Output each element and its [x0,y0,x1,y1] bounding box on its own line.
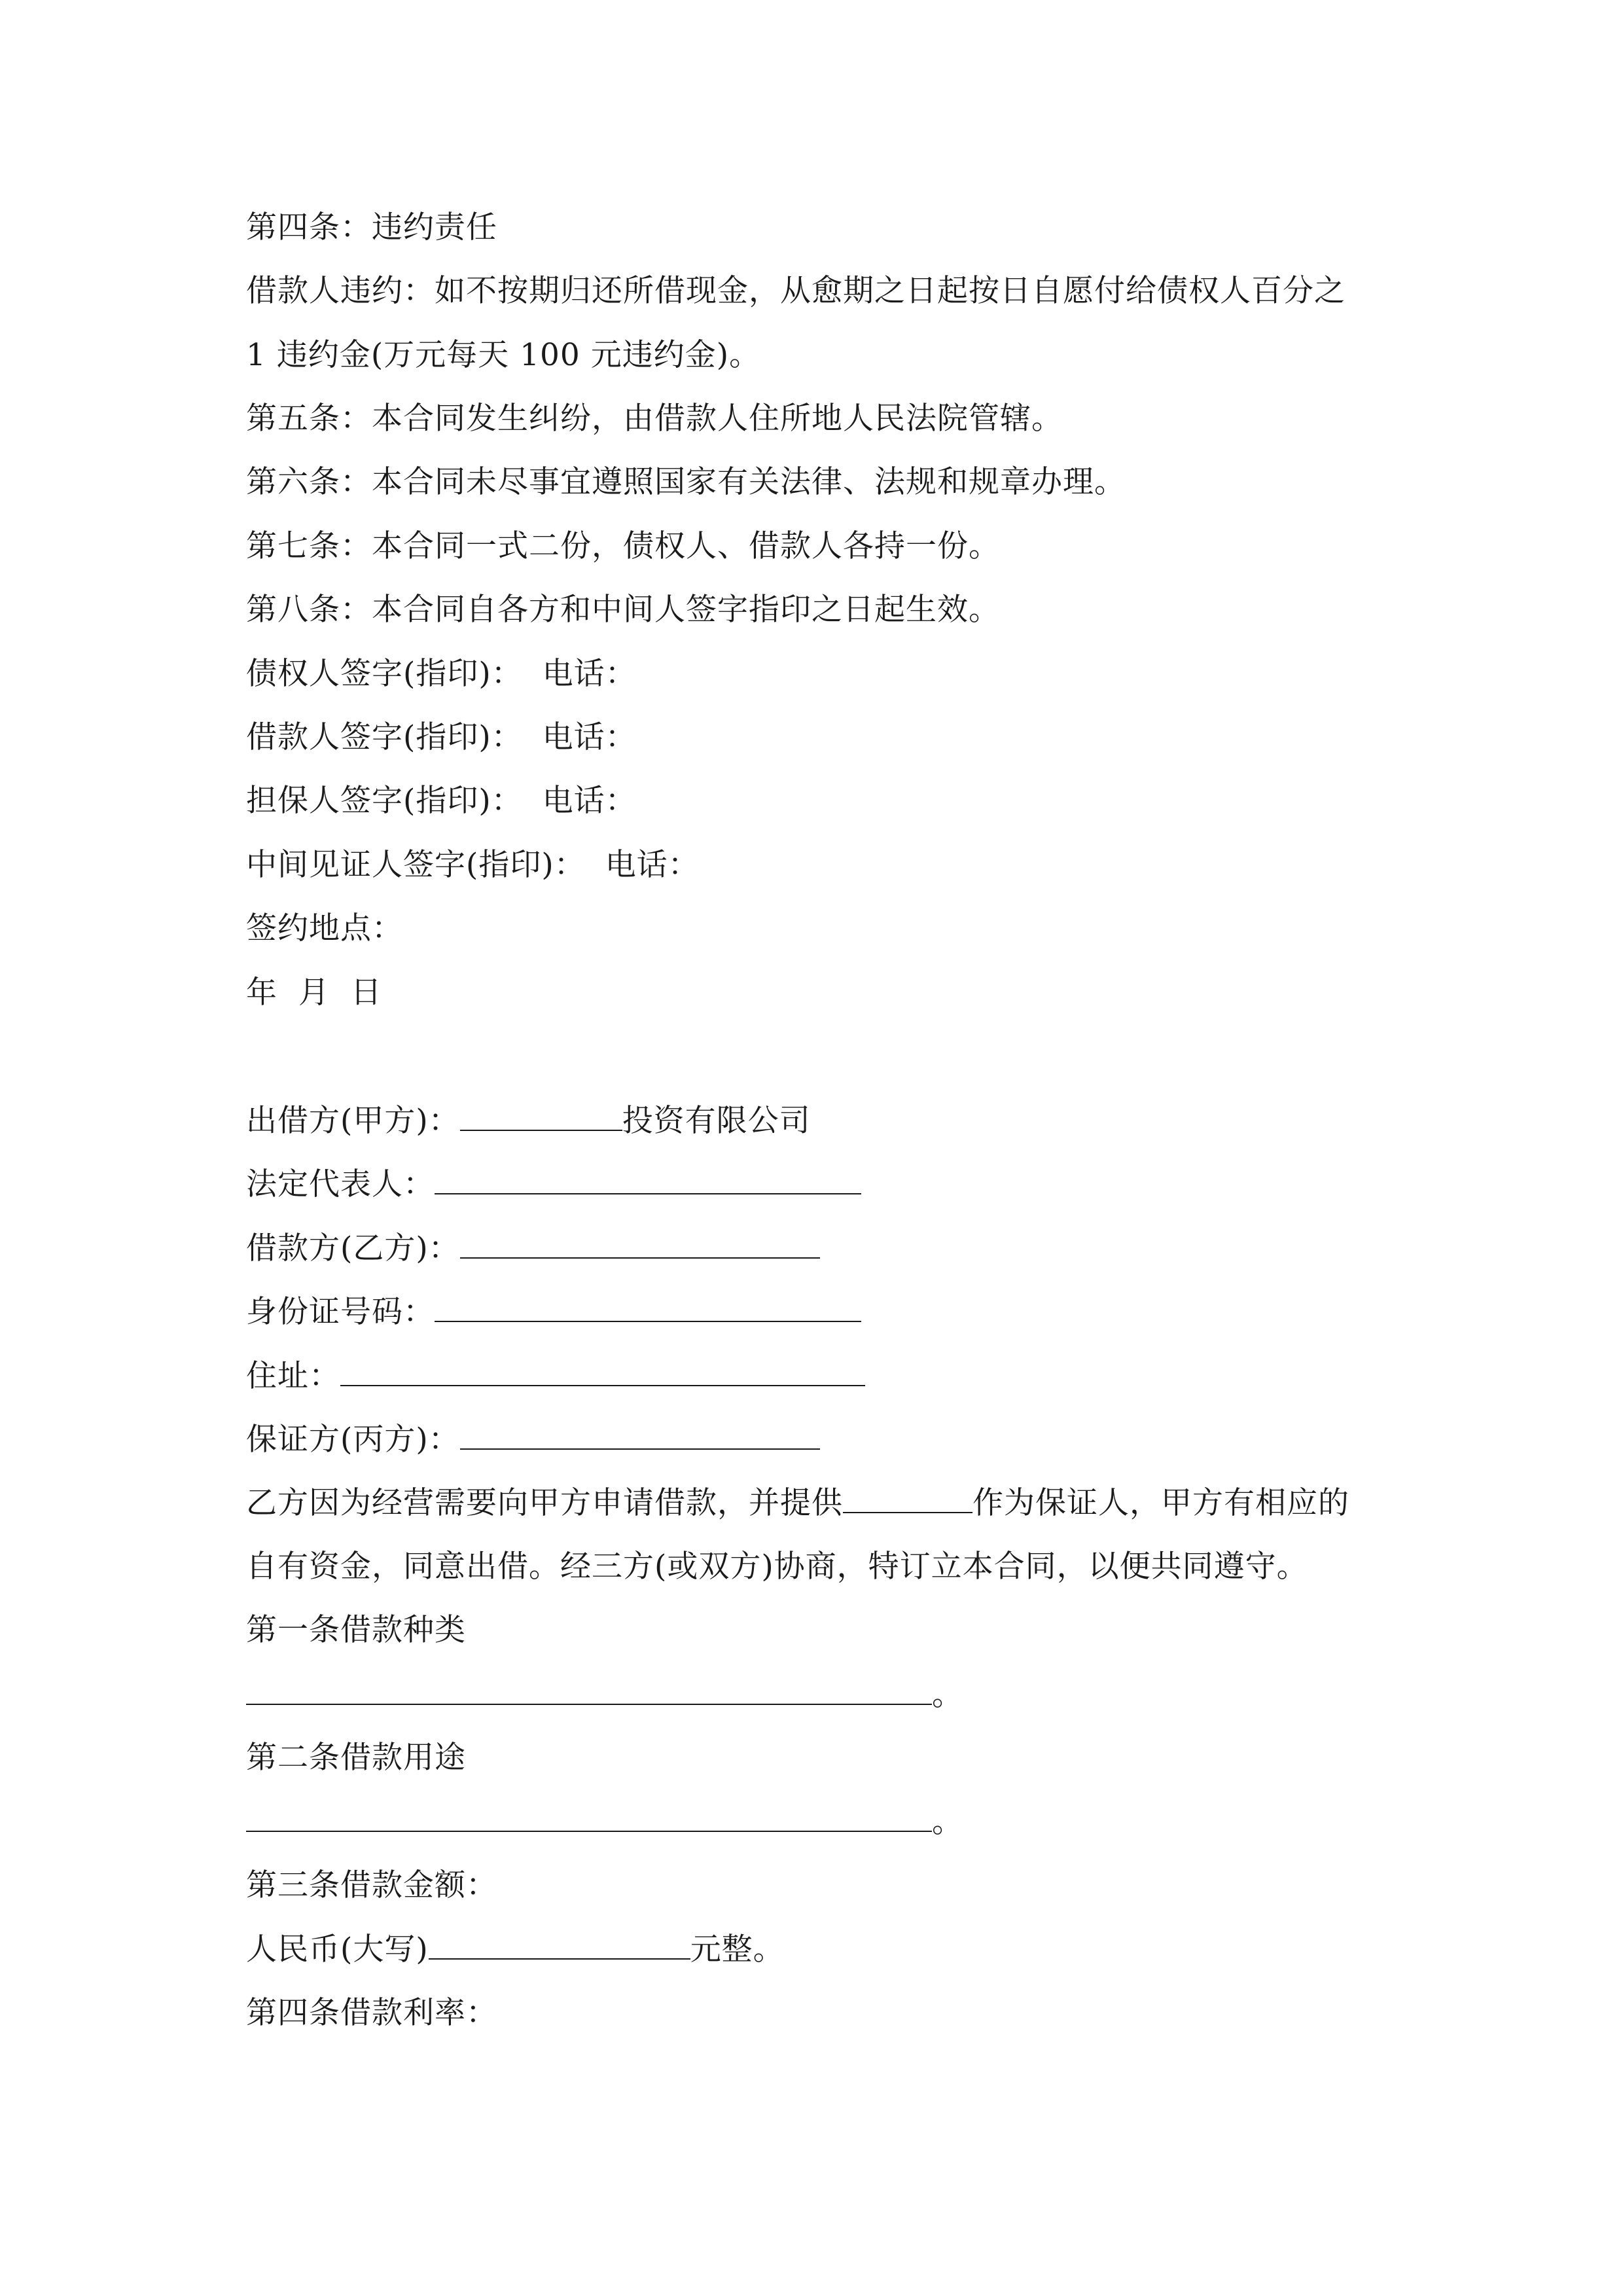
rmb-label: 人民币(大写) [246,1931,429,1967]
default-clause-line2: 1 违约金(万元每天 100 元违约金)。 [246,337,761,373]
phone-label: 电话： [542,656,637,692]
rmb-line [246,1929,785,1969]
clause3-title: 第三条借款金额： [246,1867,497,1903]
id-number-line [246,1292,861,1332]
legal-rep-field[interactable] [435,1164,861,1194]
rmb-suffix: 元整。 [690,1931,785,1967]
address-field[interactable] [340,1356,865,1386]
article6: 第六条：本合同未尽事宜遵照国家有关法律、法规和规章办理。 [246,464,1126,500]
clause4-title: 第四条借款利率： [246,1995,497,2031]
guarantor-label: 保证方(丙方)： [246,1422,460,1458]
phone-label: 电话： [542,719,637,755]
borrower-field[interactable] [460,1229,820,1259]
article5: 第五条：本合同发生纠纷，由借款人住所地人民法院管辖。 [246,401,1063,437]
id-number-field[interactable] [435,1292,861,1322]
legal-rep-label: 法定代表人： [246,1166,435,1202]
signature-label: 担保人签字(指印)： [246,783,523,819]
signature-label: 债权人签字(指印)： [246,656,523,692]
signature-witness [246,846,700,885]
signature-creditor [246,655,637,694]
borrower-line [246,1229,820,1268]
amount-field[interactable] [429,1929,690,1960]
article7: 第七条：本合同一式二份，债权人、借款人各持一份。 [246,528,1000,564]
guarantor-line [246,1420,820,1460]
signature-guarantor [246,781,637,821]
preamble-text-a: 乙方因为经营需要向甲方申请借款，并提供 [246,1485,843,1521]
preamble-line2: 自有资金，同意出借。经三方(或双方)协商，特订立本合同，以便共同遵守。 [246,1549,1308,1585]
address-label: 住址： [246,1358,340,1394]
loan-purpose-field[interactable] [246,1802,932,1832]
date-line: 年 月 日 [246,975,382,1011]
lender-suffix: 投资有限公司 [622,1103,811,1139]
clause2-fill-line [246,1802,963,1842]
borrower-label: 借款方(乙方)： [246,1230,460,1266]
phone-label: 电话： [605,847,700,883]
signature-label: 借款人签字(指印)： [246,719,523,755]
signature-borrower [246,718,637,757]
preamble-text-b: 作为保证人，甲方有相应的 [972,1485,1349,1521]
period-mark: 。 [932,1804,963,1840]
phone-label: 电话： [542,783,637,819]
address-line [246,1356,865,1396]
sign-location: 签约地点： [246,910,403,946]
lender-name-field[interactable] [460,1101,622,1131]
default-clause-line1: 借款人违约：如不按期归还所借现金，从愈期之日起按日自愿付给债权人百分之 [246,273,1346,309]
clause1-fill-line [246,1675,963,1715]
article8: 第八条：本合同自各方和中间人签字指印之日起生效。 [246,592,1000,628]
lender-line [246,1101,811,1141]
loan-type-field[interactable] [246,1675,932,1705]
guarantor-field[interactable] [460,1420,820,1450]
article4-title: 第四条：违约责任 [246,209,497,245]
period-mark: 。 [932,1677,963,1713]
clause1-title: 第一条借款种类 [246,1612,466,1648]
id-number-label: 身份证号码： [246,1294,435,1330]
lender-label: 出借方(甲方)： [246,1103,460,1139]
legal-rep-line [246,1164,861,1204]
guarantor-name-field[interactable] [843,1483,972,1513]
signature-label: 中间见证人签字(指印)： [246,847,586,883]
clause2-title: 第二条借款用途 [246,1740,466,1776]
preamble-line1 [246,1483,1349,1523]
